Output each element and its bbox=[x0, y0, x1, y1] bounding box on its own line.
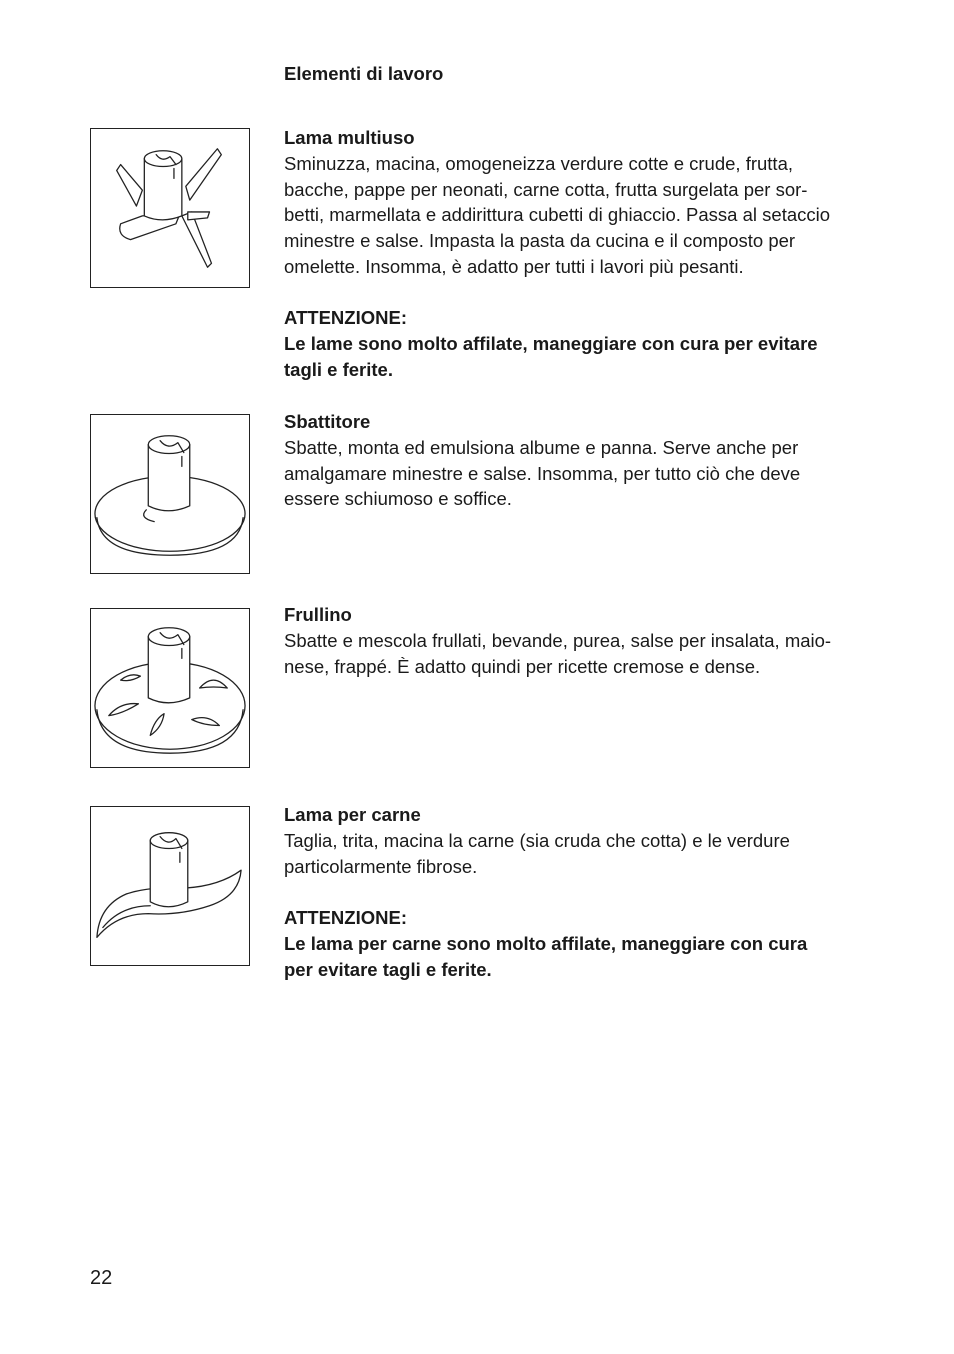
warning-label: ATTENZIONE: bbox=[284, 907, 407, 928]
multipurpose-blade-figure bbox=[90, 128, 250, 288]
item-description: Sminuzza, macina, omogeneizza verdure cotte e crude, frutta, bacche, pappe per neonati, carne cotta, frutta surgelata per sor- betti, marmellata e addirittura cubetti di ghiaccio. Passa al setaccio minestre e salse. Impasta la pasta da cucina e il composto per omelette. Insomma, è adatto per tutti i lavori più pesanti. bbox=[284, 152, 831, 277]
item-description: Taglia, trita, macina la carne (sia cruda che cotta) e le verdure particolarmente fibrose. bbox=[284, 829, 790, 877]
item-title: Lama multiuso bbox=[284, 127, 415, 148]
warning-label: ATTENZIONE: bbox=[284, 307, 407, 328]
item-multipurpose-blade bbox=[284, 125, 874, 280]
item-title: Frullino bbox=[284, 604, 352, 625]
whisk-disc-figure bbox=[90, 414, 250, 574]
item-title: Sbattitore bbox=[284, 411, 371, 432]
item-whisk bbox=[284, 409, 874, 512]
warning-text: Le lama per carne sono molto affilate, maneggiare con cura per evitare tagli e ferite. bbox=[284, 933, 808, 980]
item-title: Lama per carne bbox=[284, 804, 421, 825]
blender-disc-figure bbox=[90, 608, 250, 768]
warning-meat-blade bbox=[284, 905, 874, 983]
warning-multipurpose-blade bbox=[284, 305, 874, 383]
multipurpose-blade-icon bbox=[91, 129, 249, 287]
meat-blade-icon bbox=[91, 807, 249, 965]
item-description: Sbatte e mescola frullati, bevande, purea, salse per insalata, maio- nese, frappé. È adatto quindi per ricette cremose e dense. bbox=[284, 629, 832, 677]
page-number: 22 bbox=[90, 1267, 113, 1289]
whisk-disc-icon bbox=[91, 415, 249, 573]
section-title: Elementi di lavoro bbox=[284, 63, 444, 84]
blender-disc-icon bbox=[91, 609, 249, 767]
item-blender bbox=[284, 602, 874, 679]
item-meat-blade bbox=[284, 802, 874, 879]
item-description: Sbatte, monta ed emulsiona albume e panna. Serve anche per amalgamare minestre e salse. Insomma, per tutto ciò che deve essere schiumoso e soffice. bbox=[284, 436, 801, 510]
meat-blade-figure bbox=[90, 806, 250, 966]
warning-text: Le lame sono molto affilate, maneggiare con cura per evitare tagli e ferite. bbox=[284, 333, 818, 380]
